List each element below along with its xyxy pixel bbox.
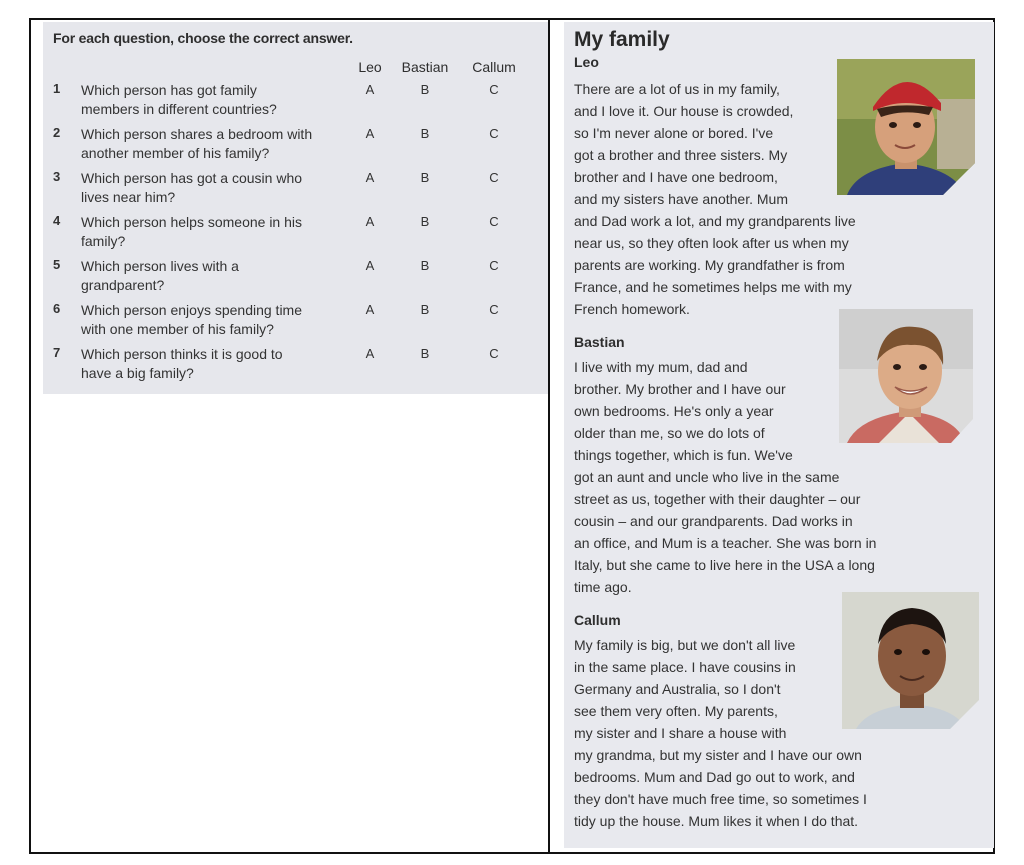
question-line: Which person thinks it is good to — [81, 346, 283, 362]
text-line: tidy up the house. Mum likes it when I do that. — [574, 813, 859, 829]
option-b[interactable]: B — [420, 258, 430, 273]
text-line: I live with my mum, dad and — [574, 359, 748, 375]
person-name-bastian: Bastian — [574, 334, 625, 350]
option-a[interactable]: A — [365, 170, 375, 185]
person-text-leo — [574, 78, 856, 320]
question-line: have a big family? — [81, 365, 194, 381]
option-b[interactable]: B — [420, 82, 430, 97]
option-b[interactable]: B — [420, 170, 430, 185]
text-line: own bedrooms. He's only a year — [574, 403, 774, 419]
text-line: time ago. — [574, 579, 632, 595]
text-line: they don't have much free time, so sometimes I — [574, 791, 867, 807]
question-row — [43, 257, 548, 301]
question-number: 2 — [53, 125, 61, 140]
option-c[interactable]: C — [489, 258, 499, 273]
text-line: near us, so they often look after us when my — [574, 235, 849, 251]
column-divider — [548, 18, 550, 854]
text-line: my sister and I share a house with — [574, 725, 787, 741]
question-row — [43, 301, 548, 345]
text-line: in the same place. I have cousins in — [574, 659, 796, 675]
option-c[interactable]: C — [489, 214, 499, 229]
text-line: brother. My brother and I have our — [574, 381, 786, 397]
question-line: Which person has got family — [81, 82, 257, 98]
question-line: grandparent? — [81, 277, 165, 293]
question-number: 4 — [53, 213, 61, 228]
text-line: got a brother and three sisters. My — [574, 147, 788, 163]
option-c[interactable]: C — [489, 82, 499, 97]
text-line: cousin – and our grandparents. Dad works in — [574, 513, 853, 529]
option-a[interactable]: A — [365, 126, 375, 141]
article-title: My family — [574, 28, 670, 51]
leo-photo — [837, 59, 975, 195]
option-b[interactable]: B — [420, 214, 430, 229]
person-text-callum — [574, 634, 867, 832]
question-row — [43, 213, 548, 257]
option-b[interactable]: B — [420, 302, 430, 317]
question-line: family? — [81, 233, 126, 249]
text-line: older than me, so we do lots of — [574, 425, 765, 441]
question-line: with one member of his family? — [81, 321, 274, 337]
column-header-leo: Leo — [358, 59, 382, 75]
question-text — [81, 213, 351, 251]
person-name-leo: Leo — [574, 54, 599, 70]
article-panel — [564, 22, 994, 848]
option-a[interactable]: A — [365, 346, 375, 361]
question-text — [81, 345, 351, 383]
text-line: brother and I have one bedroom, — [574, 169, 778, 185]
text-line: Italy, but she came to live here in the USA a long — [574, 557, 875, 573]
text-line: things together, which is fun. We've — [574, 447, 793, 463]
question-line: Which person helps someone in his — [81, 214, 303, 230]
text-line: Germany and Australia, so I don't — [574, 681, 781, 697]
question-text — [81, 125, 351, 163]
question-number: 6 — [53, 301, 61, 316]
quiz-panel — [43, 22, 548, 394]
question-number: 1 — [53, 81, 61, 96]
question-text — [81, 169, 351, 207]
text-line: France, and he sometimes helps me with my — [574, 279, 852, 295]
text-line: and Dad work a lot, and my grandparents live — [574, 213, 856, 229]
callum-photo — [842, 592, 979, 729]
text-line: and I love it. Our house is crowded, — [574, 103, 794, 119]
text-line: got an aunt and uncle who live in the same — [574, 469, 840, 485]
text-line: My family is big, but we don't all live — [574, 637, 796, 653]
question-line: members in different countries? — [81, 101, 277, 117]
option-a[interactable]: A — [365, 258, 375, 273]
option-a[interactable]: A — [365, 302, 375, 317]
question-line: Which person shares a bedroom with — [81, 126, 313, 142]
text-line: and my sisters have another. Mum — [574, 191, 788, 207]
question-line: lives near him? — [81, 189, 176, 205]
question-text — [81, 81, 351, 119]
option-a[interactable]: A — [365, 82, 375, 97]
column-header-bastian: Bastian — [401, 59, 449, 75]
question-line: Which person has got a cousin who — [81, 170, 303, 186]
question-number: 3 — [53, 169, 61, 184]
question-text — [81, 257, 351, 295]
option-c[interactable]: C — [489, 170, 499, 185]
option-c[interactable]: C — [489, 346, 499, 361]
text-line: French homework. — [574, 301, 690, 317]
text-line: There are a lot of us in my family, — [574, 81, 780, 97]
question-number: 7 — [53, 345, 61, 360]
text-line: parents are working. My grandfather is from — [574, 257, 845, 273]
option-c[interactable]: C — [489, 302, 499, 317]
option-b[interactable]: B — [420, 346, 430, 361]
option-a[interactable]: A — [365, 214, 375, 229]
text-line: street as us, together with their daughter – our — [574, 491, 861, 507]
option-b[interactable]: B — [420, 126, 430, 141]
question-line: Which person enjoys spending time — [81, 302, 303, 318]
text-line: bedrooms. Mum and Dad go out to work, and — [574, 769, 855, 785]
person-text-bastian — [574, 356, 876, 598]
question-row — [43, 345, 548, 389]
text-line: so I'm never alone or bored. I've — [574, 125, 774, 141]
question-line: Which person lives with a — [81, 258, 239, 274]
question-row — [43, 169, 548, 213]
question-row — [43, 125, 548, 169]
text-line: see them very often. My parents, — [574, 703, 778, 719]
text-line: an office, and Mum is a teacher. She was born in — [574, 535, 877, 551]
question-text — [81, 301, 351, 339]
bastian-photo — [839, 309, 973, 443]
question-number: 5 — [53, 257, 61, 272]
text-line: my grandma, but my sister and I have our own — [574, 747, 862, 763]
option-c[interactable]: C — [489, 126, 499, 141]
quiz-instruction: For each question, choose the correct answer. — [53, 30, 353, 46]
question-line: another member of his family? — [81, 145, 270, 161]
person-name-callum: Callum — [574, 612, 621, 628]
column-header-callum: Callum — [472, 59, 516, 75]
question-row — [43, 81, 548, 125]
